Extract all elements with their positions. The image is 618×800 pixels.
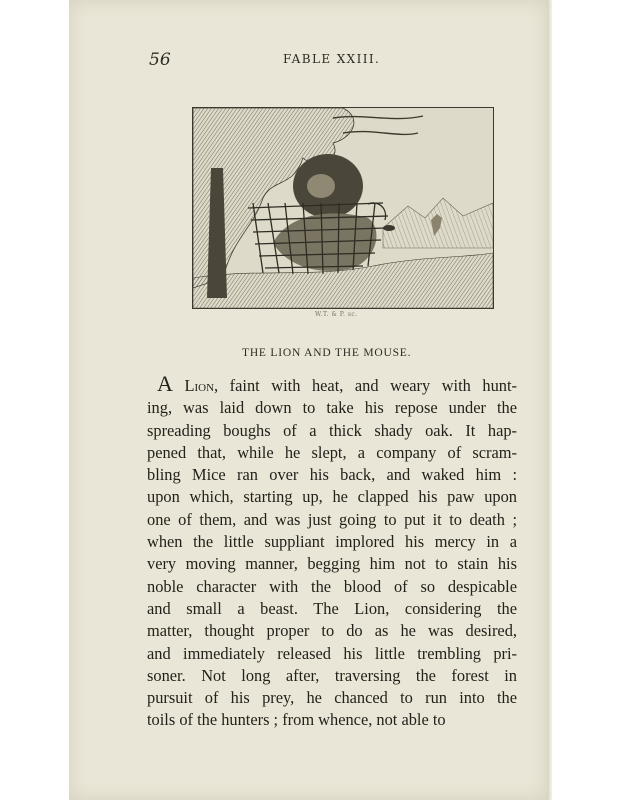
text-line-13: and immediately released his little trembling pri-: [147, 643, 517, 663]
drop-cap: A: [157, 371, 173, 396]
text-line-10: noble character with the blood of so despicable: [147, 576, 517, 596]
text-line-6: upon which, starting up, he clapped his paw upon: [147, 487, 517, 507]
text-line-9: very moving manner, begging him not to stain his: [147, 554, 517, 574]
text-line-1: A Lion, faint with heat, and weary with hunt-: [157, 371, 517, 396]
lion-net-engraving: [192, 107, 494, 309]
text-line-15: pursuit of his prey, he chanced to run into the: [147, 688, 517, 708]
text-line-11: and small a beast. The Lion, considering the: [147, 598, 517, 618]
first-word: Lion: [184, 376, 215, 395]
text-line-3: spreading boughs of a thick shady oak. It hap-: [147, 420, 517, 440]
text-line-2: ing, was laid down to take his repose under the: [147, 398, 517, 418]
fable-body: [147, 371, 517, 732]
running-title: FABLE XXIII.: [283, 52, 381, 66]
page-number: 56: [149, 50, 171, 70]
fable-title: THE LION AND THE MOUSE.: [242, 347, 412, 359]
engraving-art: [193, 108, 493, 308]
page-edge: [547, 0, 552, 800]
text-line-5: bling Mice ran over his back, and waked him :: [147, 465, 517, 485]
engraver-credit: W.T. & P. sc.: [315, 311, 358, 318]
text-line-16: toils of the hunters ; from whence, not able to: [147, 710, 446, 730]
text-line-14: soner. Not long after, traversing the forest in: [147, 665, 517, 685]
text-line-12: matter, thought proper to do as he was desired,: [147, 621, 517, 641]
text-line-4: pened that, while he slept, a company of scram-: [147, 442, 517, 462]
text-line-7: one of them, and was just going to put it to death ;: [147, 509, 517, 529]
mouse: [383, 225, 395, 231]
text-line-8: when the little suppliant implored his mercy in a: [147, 532, 517, 552]
